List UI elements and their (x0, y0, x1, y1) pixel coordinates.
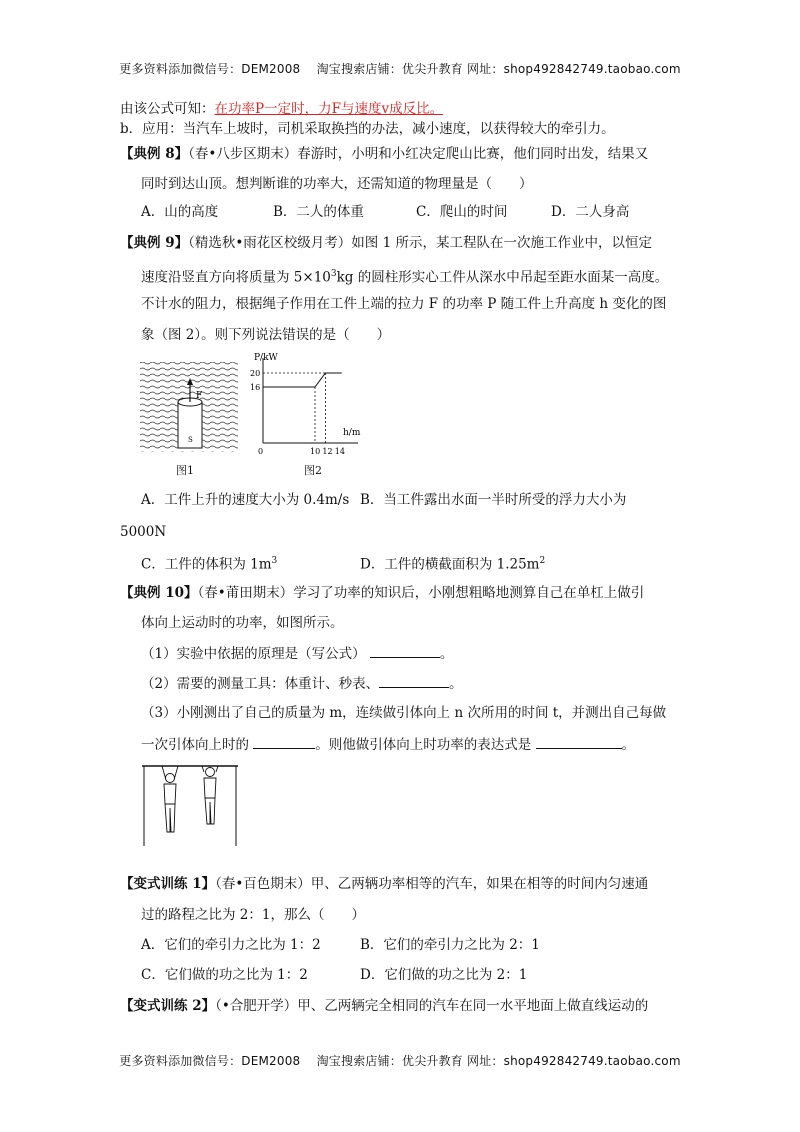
ex9-option-c-text: C．工件的体积为 1m (141, 556, 272, 573)
fig1-force-label: F (196, 391, 203, 401)
page-footer: 更多资料添加微信号：DEM2008 淘宝搜索店铺：优尖升教育 网址：shop492842749.taobao.com (119, 1054, 681, 1068)
ex9-line2 (141, 264, 668, 288)
ex10-line1 (120, 583, 644, 603)
fig2-ylabel: P/kW (254, 353, 278, 363)
ex9-line3: 不计水的阻力，根据绳子作用在工件上端的拉力 F 的功率 P 随工件上升高度 h 变化的图 (141, 296, 667, 312)
fig2-xtick-14: 14 (334, 447, 345, 456)
ex10-line2: 体向上运动时的功率，如图所示。 (141, 615, 344, 631)
ex10-q1 (141, 643, 453, 664)
fig1-caption: 图1 (176, 464, 194, 477)
ex10-q2-end: 。 (449, 676, 463, 692)
ex10-q3b-text: 一次引体向上时的 (141, 737, 249, 753)
ex9-line4: 象（图 2）。则下列说法错误的是（ ） (141, 327, 391, 343)
ex10-tag: 【典例 10】 (120, 585, 198, 601)
intro-application: b．应用：当汽车上坡时，司机采取换挡的办法，减小速度，以获得较大的牵引力。 (120, 121, 615, 137)
ex8-text1: （春•八步区期末）春游时，小明和小红决定爬山比赛，他们同时出发，结果又 (188, 146, 649, 162)
ex8-option-c: C．爬山的时间 (416, 204, 508, 220)
ex9-option-c (141, 551, 277, 575)
var2-text1: （•合肥开学）甲、乙两辆完全相同的汽车在同一水平地面上做直线运动的 (215, 998, 649, 1014)
fig2-guides (263, 373, 325, 443)
ex9-option-a: A．工件上升的速度大小为 0.4m/s (141, 492, 350, 508)
ex8-option-a: A．山的高度 (141, 204, 219, 220)
ex9-option-c-sup: 3 (271, 556, 278, 566)
intro-prefix: 由该公式可知： (120, 101, 215, 117)
ex8-line2: 同时到达山顶。想判断谁的功率大，还需知道的物理量是（ ） (141, 176, 533, 192)
ex8-line1 (120, 144, 648, 164)
ex10-q2-text: （2）需要的测量工具：体重计、秒表、 (141, 676, 380, 692)
var2-line1 (120, 996, 648, 1016)
fig2-caption: 图2 (304, 464, 322, 477)
fig2-xtick-12: 12 (322, 447, 333, 456)
var1-option-a: A．它们的牵引力之比为 1：2 (141, 937, 321, 953)
var1-tag: 【变式训练 1】 (120, 876, 216, 892)
ex10-q3c-text: 。则他做引体向上时功率的表达式是 (315, 737, 532, 753)
ex10-q1-text: （1）实验中依据的原理是（写公式） (141, 646, 366, 662)
ex9-text1: （精选秋•雨花区校级月考）如图 1 所示，某工程队在一次施工作业中，以恒定 (188, 235, 652, 251)
var1-option-d: D．它们做的功之比为 2：1 (360, 967, 528, 983)
ex8-option-b: B．二人的体重 (273, 204, 364, 220)
var1-line2: 过的路程之比为 2：1，那么（ ） (141, 907, 365, 923)
ex9-option-b: B．当工件露出水面一半时所受的浮力大小为 (360, 492, 627, 508)
ex9-line2-a: 速度沿竖直方向将质量为 5×10 (141, 269, 331, 286)
ex9-option-b-cont: 5000N (120, 524, 167, 540)
fig2-ytick-20: 20 (250, 369, 261, 378)
fig2-origin: 0 (258, 447, 264, 456)
ex9-line2-sup: 3 (330, 269, 337, 279)
ex10-q3-blank1[interactable] (253, 734, 315, 749)
ex9-option-d (360, 551, 545, 575)
var1-line1 (120, 874, 648, 894)
ex9-option-d-sup: 2 (539, 556, 546, 566)
ex8-tag: 【典例 8】 (120, 146, 189, 162)
ex10-q1-end: 。 (439, 646, 454, 662)
page-header: 更多资料添加微信号：DEM2008 淘宝搜索店铺：优尖升教育 网址：shop492842749.taobao.com (119, 62, 681, 76)
pullup-illustration (140, 760, 240, 850)
intro-highlight: 在功率P一定时，力F与速度v成反比。 (214, 101, 444, 117)
var1-text1: （春•百色期末）甲、乙两辆功率相等的汽车，如果在相等的时间内匀速通 (215, 876, 649, 892)
fig1-water-diagram (140, 360, 240, 455)
fig2-ytick-16: 16 (250, 383, 261, 392)
ex8-option-d: D．二人身高 (551, 204, 630, 220)
fig2-xtick-10: 10 (310, 447, 321, 456)
ex10-text1: （春•莆田期末）学习了功率的知识后，小刚想粗略地测算自己在单杠上做引 (197, 585, 645, 601)
fig2-power-graph (248, 350, 368, 460)
var2-tag: 【变式训练 2】 (120, 998, 216, 1014)
ex10-q3-line2 (141, 734, 635, 755)
fig2-series-line (263, 373, 342, 387)
ex10-q2 (141, 673, 463, 694)
intro-line (120, 99, 443, 119)
ex10-q3-end: 。 (621, 737, 636, 753)
ex10-q2-blank[interactable] (379, 673, 449, 688)
var1-option-c: C．它们做的功之比为 1：2 (141, 967, 308, 983)
ex9-tag: 【典例 9】 (120, 235, 189, 251)
fig2-xlabel: h/m (343, 428, 361, 438)
fig1-s-label: S (188, 436, 193, 444)
ex10-q1-blank[interactable] (370, 643, 440, 658)
ex9-line2-b: kg 的圆柱形实心工件从深水中吊起至距水面某一高度。 (336, 269, 669, 286)
ex9-line1 (120, 233, 652, 253)
ex10-q3-blank2[interactable] (536, 734, 622, 749)
ex9-option-d-text: D．工件的横截面积为 1.25m (360, 556, 540, 573)
var1-option-b: B．它们的牵引力之比为 2：1 (360, 937, 540, 953)
ex10-q3: （3）小刚测出了自己的质量为 m，连续做引体向上 n 次所用的时间 t，并测出自己每做 (141, 705, 667, 721)
